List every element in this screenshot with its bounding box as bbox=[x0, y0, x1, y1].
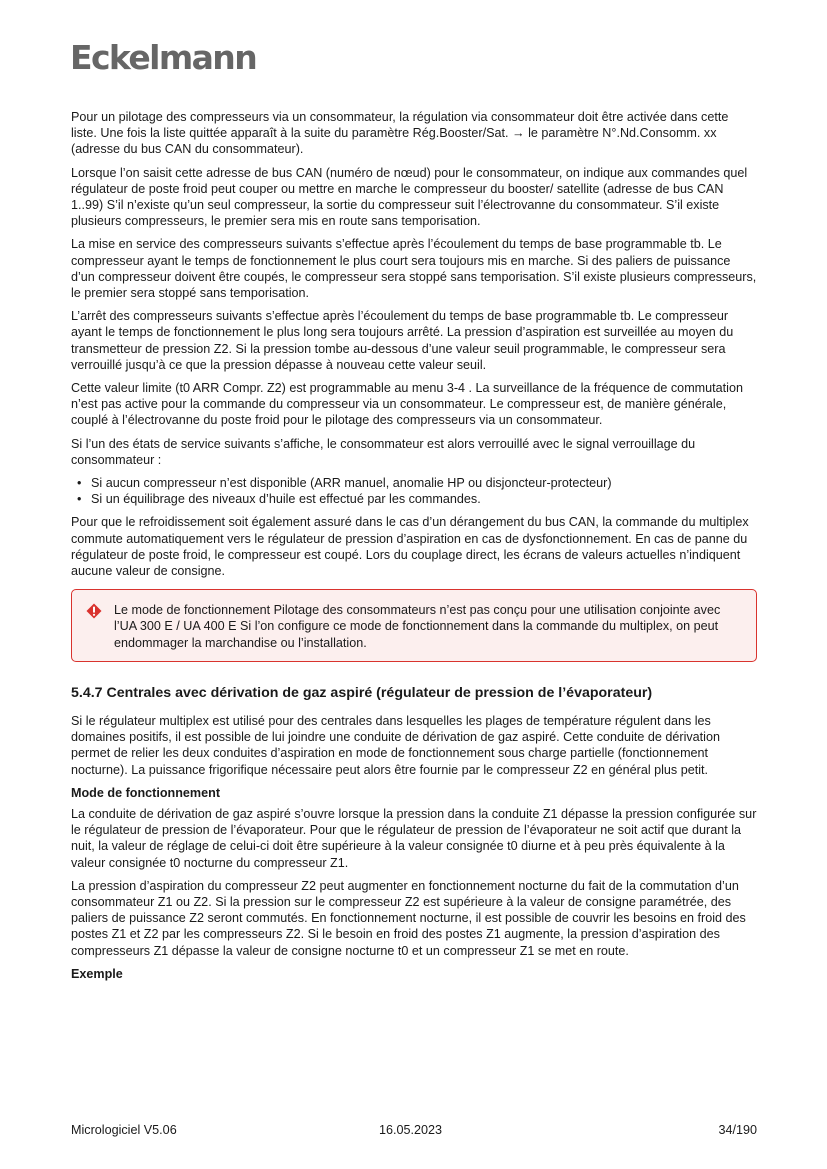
bullet-list bbox=[71, 475, 757, 507]
paragraph: La mise en service des compresseurs suivants s’effectue après l’écoulement du temps de base programmable tb. Le compresseur ayant le temps de fonctionnement le plus court sera toujours mis en marche. Si des paliers de puissance d’un compresseur doivent être coupés, le compresseur sera stoppé sans temporisation. S’il existe plusieurs compresseurs, le premier sera stoppé sans temporisation. bbox=[71, 237, 757, 301]
paragraph: Pour que le refroidissement soit également assuré dans le cas d’un dérangement du bus CAN, la commande du multiplex commute automatiquement vers le régulateur de pression d’aspiration en cas de dysfonctionnement. En cas de panne du régulateur de poste froid, le compresseur est coupé. Lors du couplage direct, les écrans de valeurs actuelles n’indiquent aucune valeur de consigne. bbox=[71, 515, 749, 579]
paragraph: Lorsque l’on saisit cette adresse de bus CAN (numéro de nœud) pour le consommateur, on indique aux commandes quel régulateur de poste froid peut couper ou mettre en marche le compresseur du booster/ satellite (adresse de bus CAN 1..99) S’il n’existe qu’un seul compresseur, la sortie du compresseur suit l’électrovanne du consommateur. S’il existe plusieurs compresseurs, le premier sera mis en route sans temporisation. bbox=[71, 165, 748, 229]
paragraph: Cette valeur limite (t0 ARR Compr. Z2) est programmable au menu 3-4 . La surveillance de la fréquence de commutation n’est pas active pour la commande du compresseur via un consommateur. Le compresseur est, de manière générale, couplé à l’électrovanne du poste froid pour le pilotage des compresseurs via un consommateur. bbox=[71, 381, 743, 428]
paragraph: La conduite de dérivation de gaz aspiré s’ouvre lorsque la pression dans la conduite Z1 dépasse la pression configurée sur le régulateur de pression de l’évaporateur. Pour que le régulateur de pression de l’évaporateur ne soit actif que durant la nuit, la valeur de réglage de celui-ci doit être supérieure à la valeur consignée t0 diurne et à peu près équivalente à la valeur consignée t0 nocturne du compresseur Z1. bbox=[71, 806, 757, 870]
page-content bbox=[71, 109, 757, 987]
paragraph: Si le régulateur multiplex est utilisé pour des centrales dans lesquelles les plages de température régulent dans les domaines positifs, il est possible de lui joindre une conduite de dérivation de gaz aspiré. Cette conduite de dérivation permet de relier les deux conduites d’aspiration en mode de fonctionnement sous charge partielle (fonctionnement nocturne). La puissance frigorifique nécessaire peut alors être fournie par le compresseur Z2 en général plus petit. bbox=[71, 713, 720, 777]
paragraph: L’arrêt des compresseurs suivants s’effectue après l’écoulement du temps de base programmable tb. Le compresseur ayant le temps de fonctionnement le plus long sera toujours arrêté. La pression d’aspiration est surveillée au moyen du transmetteur de pression Z2. Si la pression tombe au-dessous d’une valeur seuil programmable, le compresseur sera verrouillé jusqu’à ce que la pression dépasse à nouveau cette valeur seuil. bbox=[71, 309, 734, 372]
footer-page-number: 34/190 bbox=[718, 1123, 757, 1137]
list-item: • Si un équilibrage des niveaux d’huile est effectué par les commandes. bbox=[91, 491, 757, 507]
list-item: • Si aucun compresseur n’est disponible (ARR manuel, anomalie HP ou disjoncteur-protecteur) bbox=[91, 475, 757, 491]
footer-date: 16.05.2023 bbox=[379, 1123, 443, 1137]
warning-box bbox=[71, 589, 757, 662]
company-logo: Eckelmann bbox=[70, 38, 257, 77]
subheading: Exemple bbox=[71, 966, 123, 981]
paragraph: La pression d’aspiration du compresseur Z2 peut augmenter en fonctionnement nocturne du fait de la commutation d’un consommateur Z1 ou Z2. Si la pression sur le compresseur Z2 est supérieure à la valeur de consigne paramétrée, des paliers de puissance Z2 seront commutés. En fonctionnement nocturne, il est possible de couvrir les besoins en froid des postes Z1 et Z2 par les compresseurs Z2. Si le besoin en froid des postes Z1 augmente, la pression d’aspiration des compresseurs Z1 dépasse la valeur de consigne nocturne t0 et un compresseur Z1 se met en route. bbox=[71, 878, 746, 958]
subheading: Mode de fonctionnement bbox=[71, 785, 221, 800]
warning-text: Le mode de fonctionnement Pilotage des consommateurs n’est pas conçu pour une utilisation conjointe avec l’UA 300 E / UA 400 E Si l’on configure ce mode de fonctionnement dans la commande du multiplex, on peut endommager la marchandise ou l’installation. bbox=[114, 603, 721, 650]
paragraph: Si l’un des états de service suivants s’affiche, le consommateur est alors verrouillé avec le signal verrouillage du consommateur : bbox=[71, 436, 696, 467]
warning-diamond-icon bbox=[86, 603, 102, 619]
paragraph: Pour un pilotage des compresseurs via un consommateur, la régulation via consommateur doit être activée dans cette liste. Une fois la liste quittée apparaît à la suite du paramètre Rég.Booster/Sat. → le paramètre N°.Nd.Consomm. xx (adresse du bus CAN du consommateur). bbox=[71, 110, 729, 157]
footer-software-version: Micrologiciel V5.06 bbox=[71, 1123, 177, 1137]
section-heading: 5.4.7 Centrales avec dérivation de gaz aspiré (régulateur de pression de l’évaporateur) bbox=[71, 684, 653, 701]
